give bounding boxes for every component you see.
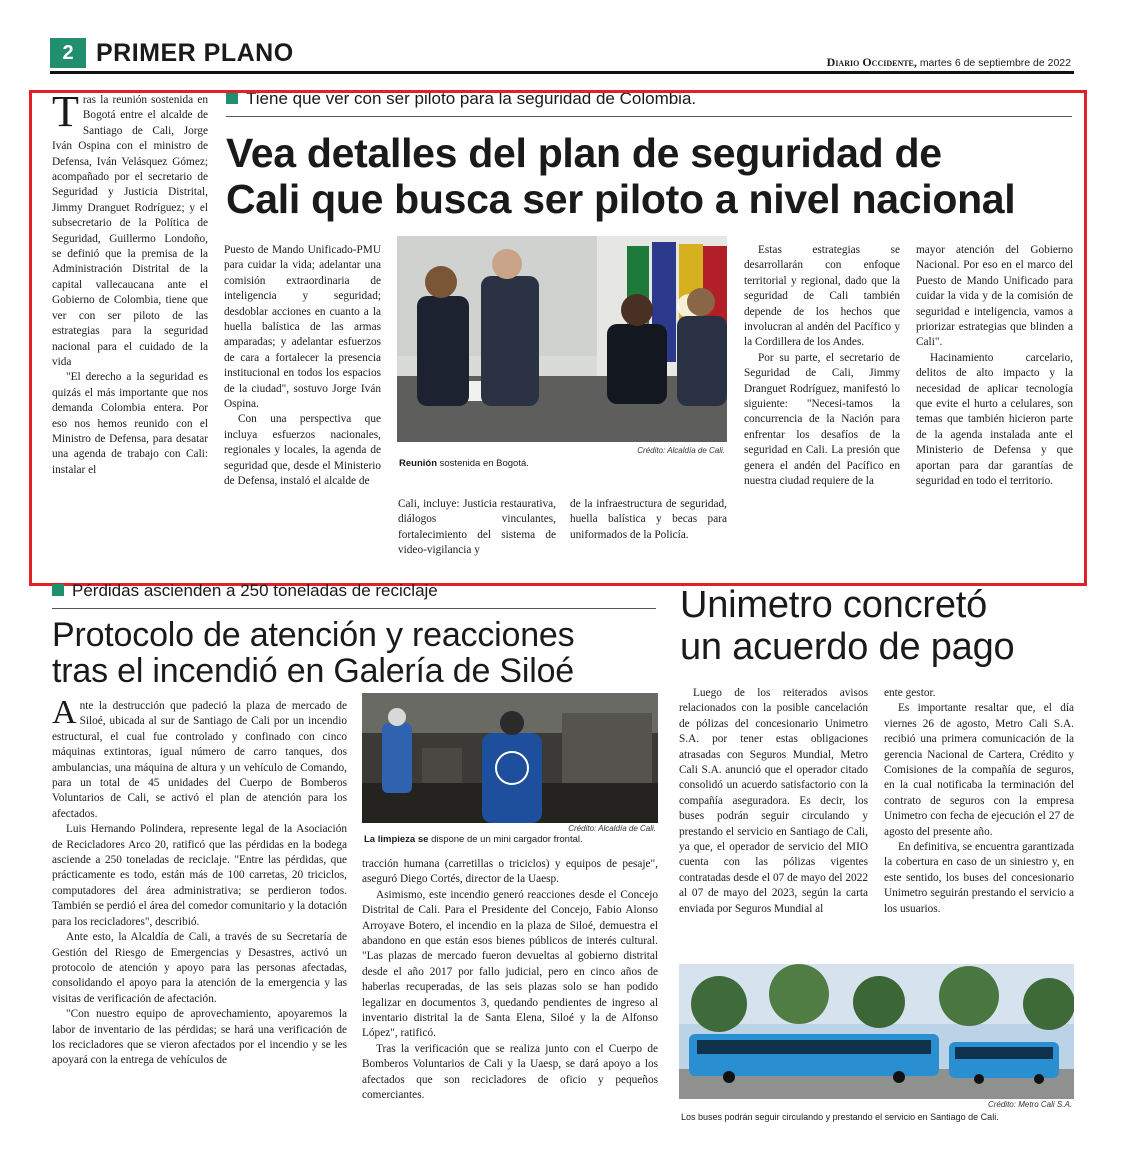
paragraph: ras la reunión sostenida en Bogotá entre el alcalde de Santiago de Cali, Jorge Iván Ospina con el ministro de Defensa, Iván Velásquez Gómez; acompañado por el secretario de Seguridad y Justicia Distrital, Jimmy Dranguet Rodríguez; y el subsecretario de la Política de Seguridad, Guillermo Londoño, se definió que la premisa de la Administración Distrital de la capital vallecaucana ante el Gobierno de Colombia, tiene que ver con ser piloto de las estrategias para la seguridad nacional para el cuidado de la vida	[52, 94, 208, 368]
page-number: 2	[50, 38, 86, 68]
paragraph: Cali, incluye: Justicia restaurativa, diálogos vinculantes, fortalecimiento del sistema de video-vigilancia y	[398, 498, 556, 557]
paragraph: Puesto de Mando Unificado-PMU para cuidar la vida; adelantar una comisión extraordinaria de inteligencia y seguridad; desdoblar acciones en cuanto a la huella balística de las armas amparadas; y adelantar esfuerzos de cara a fortalecer la presencia institucional en todos los espacios de la ciudad", sostuvo Jorge Iván Ospina.	[224, 244, 381, 411]
paragraph: Tras la verificación que se realiza junto con el Cuerpo de Bomberos Voluntarios de Cali y la Uaesp, se dará apoyo a los afectados que son recicladores de oficio y pequeños comerciantes.	[362, 1042, 658, 1102]
paragraph: "Con nuestro equipo de aprovechamiento, apoyaremos la labor de inventario de las pérdidas; se hará una verificación de los recicladores que se vieron afectados por el incendio y se les apoyará con la entrega de vehículos de	[52, 1008, 347, 1067]
photo-credit: Crédito: Metro Cali S.A.	[987, 1100, 1072, 1109]
highlight-box	[29, 87, 1087, 586]
photo-caption: Los buses podrán seguir circulando y prestando el servicio en Santiago de Cali.	[681, 1112, 999, 1122]
dropcap: A	[52, 694, 77, 731]
article2-headline	[52, 617, 662, 689]
issue-date: martes 6 de septiembre de 2022	[919, 57, 1071, 69]
dropcap: T	[52, 87, 79, 136]
header-rule	[50, 71, 1074, 74]
article2-kicker	[52, 581, 652, 601]
paragraph: Estas estrategias se desarrollarán con enfoque territorial y regional, dado que la seguridad de Cali también depende de los hechos que involucran al andén del Pacífico y la Cordillera de los Andes.	[744, 244, 900, 349]
paragraph: Asimismo, este incendio generó reacciones desde el Concejo Distrital de Cali. Para el Presidente del Concejo, Fabio Alonso Arroyave Botero, el incendio en la plaza de Siloé, demuestra el abandono en que están esos bienes públicos de interés cultural. "Las plazas de mercado fueron devueltas al gobierno distrital desde el año 2017 por fallo judicial, pero en cinco años de haberlas recuperadas, de las seis plazas solo se han podido legalizar en documentos 3, quedando pendientes de ingreso al inventario distrital la de Santa Elena, Siloé y la de Alfonso López", ratificó.	[362, 888, 658, 1040]
kicker-text: Tiene que ver con ser piloto para la seguridad de Colombia.	[246, 89, 697, 108]
caption-text: dispone de un mini cargador frontal.	[431, 834, 583, 845]
headline-line: tras el incendió en Galería de Siloé	[52, 652, 575, 690]
paragraph: mayor atención del Gobierno Nacional. Por eso en el marco del Puesto de Mando Unificado para cuidar la vida y de la comisión de seguridad e inteligencia, vamos a priorizar estrategias que blinden a Cali".	[916, 244, 1073, 349]
masthead	[827, 55, 1071, 70]
divider	[52, 608, 656, 609]
paragraph: Es importante resaltar que, el día viernes 26 de agosto, Metro Cali S.A. recibió una primera comunicación de la gerencia Nacional de Cartera, Crédito y Comisiones de la compañía de seguros, en la cual notificaba la terminación del contrato de seguros con la empresa Unimetro con fecha de ejecución el 27 de agosto del presente año.	[884, 702, 1074, 838]
paragraph: Hacinamiento carcelario, delitos de alto impacto y la necesidad de aplicar tecnología que evite el hurto a celulares, son temas que también hicieron parte de la agenda instalada ante el Ministerio de Defensa y que aportan para dar garantías de seguridad en todo el territorio.	[916, 351, 1073, 488]
paragraph: Luego de los reiterados avisos relacionados con la posible cancelación de pólizas del concesionario Unimetro S.A. por tener estas obligaciones atrasadas con Seguros Mundial, Metro Cali S.A. anunció que el operador citado consolidó un acuerdo satisfactorio con la compañía aseguradora. Es decir, los buses podrán seguir circulando y prestando el servicio en Santiago de Cali, ya que, el operador de servicio del MIO cuenta con las pólizas vigentes contratadas desde el 07 de mayo del 2022 al 07 de mayo del 2023, según la carta enviada por Seguros Mundial al	[679, 687, 868, 915]
paragraph: Por su parte, el secretario de Seguridad de Cali, Jimmy Dranguet Rodríguez, manifestó lo siguiente: "Necesi-tamos la concurrencia de la Nación para enfrentar los desafíos de la seguridad en Cali. La presión que genera el andén del Pacífico en nuestra ciudad requiere de la	[744, 351, 900, 488]
headline-line: Vea detalles del plan de seguridad de	[226, 130, 942, 176]
photo-caption	[364, 834, 658, 846]
caption-text: sostenida en Bogotá.	[439, 458, 529, 469]
paragraph: nte la destrucción que padeció la plaza de mercado de Siloé, ubicada al sur de Santiago de Cali por un incendio estructural, el cual fue controlado y confinado con cinco máquinas extintoras, igual número de carro tanques, dos ambulancias, una máquina de altura y un vehículo de Comando, para un total de 45 unidades del Cuerpo de Bomberos Voluntarios de Cali, se activó el plan de atención para los afectados.	[52, 700, 347, 820]
paper-name: Diario Occidente,	[826, 55, 917, 69]
section-title: PRIMER PLANO	[96, 39, 294, 67]
article2-col1	[52, 694, 347, 1069]
article3-col2	[884, 686, 1074, 917]
photo-credit: Crédito: Alcaldía de Cali.	[568, 824, 656, 833]
paragraph: tracción humana (carretillas o triciclos) y equipos de pesaje", aseguró Diego Cortés, director de la Uaesp.	[362, 858, 658, 886]
headline-line: un acuerdo de pago	[680, 626, 1015, 668]
caption-bold: Reunión	[399, 458, 437, 469]
bus-photo-image	[679, 964, 1074, 1099]
headline-line: Cali que busca ser piloto a nivel nacional	[226, 176, 1016, 222]
siloe-photo-image	[362, 693, 658, 823]
kicker-square-icon	[52, 584, 64, 596]
paragraph: Ante esto, la Alcaldía de Cali, a través de su Secretaría de Gestión del Riesgo de Emergencias y Desastres, activó un protocolo de atención y apoyo para las personas afectadas, consolidando el apoyo para la atención de la emergencia y las visitas de verificación de afectación.	[52, 931, 347, 1005]
paragraph: ente gestor.	[884, 687, 936, 699]
headline-line: Unimetro concretó	[680, 584, 988, 626]
paragraph: En definitiva, se encuentra garantizada la cobertura en caso de un siniestro y, en este sentido, los buses del concesionario Unimetro seguirán prestando el servicio a los usuarios.	[884, 841, 1074, 915]
paragraph: Con una perspectiva que incluya esfuerzos nacionales, regionales y locales, la agenda de seguridad que, desde el Ministerio de Defensa, instaló el alcalde de	[224, 413, 381, 488]
paragraph: "El derecho a la seguridad es quizás el más importante que nos demanda Colombia entera. Por eso nos hemos reunido con el Ministro de Defensa, para desatar una agenda de trabajo con Cali: instalar el	[52, 371, 208, 476]
article3-col1	[679, 686, 868, 917]
headline-line: Protocolo de atención y reacciones	[52, 616, 575, 654]
article2-col2	[362, 857, 658, 1104]
article3-headline	[680, 584, 1080, 668]
kicker-text: Pérdidas ascienden a 250 toneladas de reciclaje	[72, 581, 438, 600]
bus-photo	[679, 964, 1074, 1099]
paragraph: Luis Hernando Polindera, represente legal de la Asociación de Recicladores Arco 20, ratificó que las pérdidas en la bodega asciende a 250 toneladas de reciclaje. "Entre las pérdidas, que prácticamente es todo, están más de 100 carretas, 20 triciclos, computadores del área administrativa; se perdieron todos. También se perdió el área del comedor comunitario y la dotación para los recicladores", describió.	[52, 823, 347, 928]
caption-bold: La limpieza se	[364, 834, 429, 845]
siloe-photo	[362, 693, 658, 823]
paragraph: de la infraestructura de seguridad, huella balística y becas para uniformados de la Policía.	[570, 498, 727, 541]
photo-credit: Crédito: Alcaldía de Cali.	[637, 446, 725, 455]
